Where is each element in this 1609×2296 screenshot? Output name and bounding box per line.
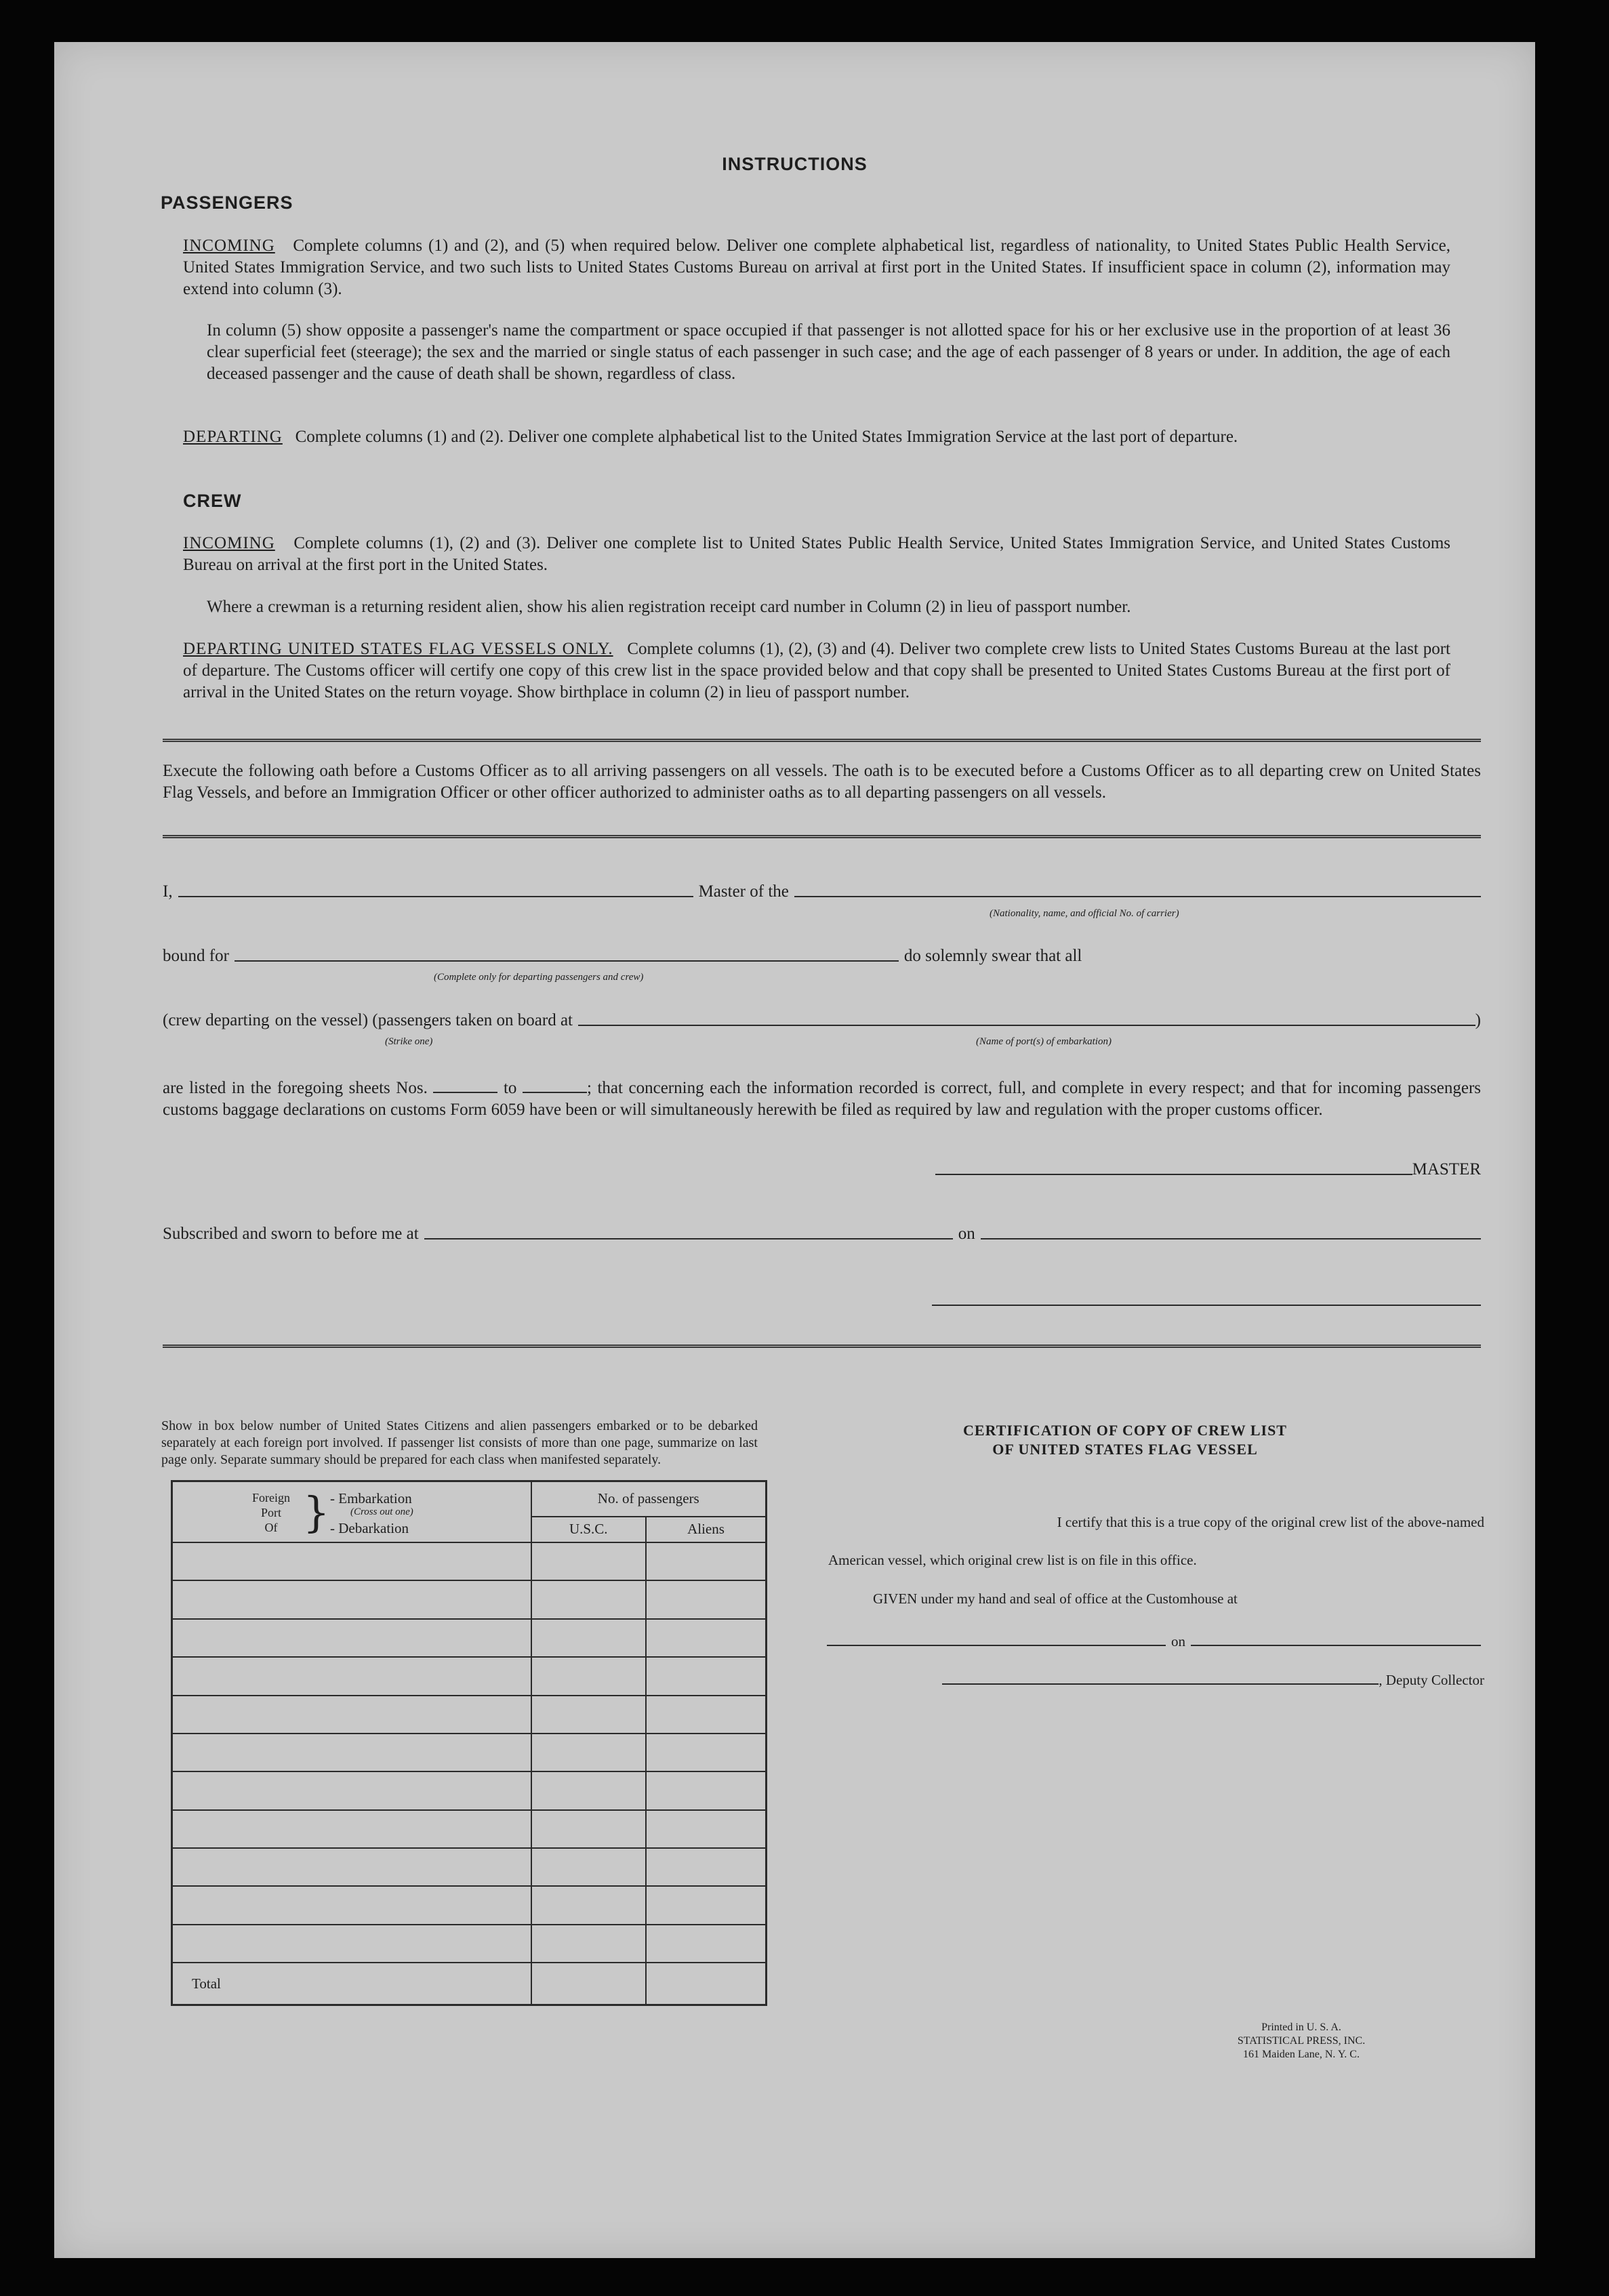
- port-cell[interactable]: [172, 1925, 531, 1963]
- master-signature-row: [935, 1160, 1481, 1179]
- total-aliens-cell[interactable]: [646, 1963, 766, 2005]
- aliens-cell[interactable]: [646, 1771, 766, 1809]
- certification-given: GIVEN under my hand and seal of office at the Customhouse at: [873, 1591, 1238, 1607]
- crew-departing-instruction: [183, 638, 1450, 703]
- port-header-cell: [172, 1481, 531, 1543]
- officer-signature-field[interactable]: [932, 1305, 1481, 1306]
- close-paren: ): [1475, 1011, 1481, 1029]
- table-row: [172, 1542, 767, 1580]
- usc-cell[interactable]: [531, 1657, 647, 1695]
- table-row: [172, 1848, 767, 1886]
- foreign-label: Foreign: [252, 1491, 290, 1504]
- usc-cell[interactable]: [531, 1734, 647, 1771]
- crew-departing-label: DEPARTING UNITED STATES FLAG VESSELS ONLY.: [183, 640, 613, 658]
- master-signature-field[interactable]: [935, 1174, 1412, 1175]
- divider: [163, 739, 1481, 743]
- usc-cell[interactable]: [531, 1886, 647, 1924]
- table-row: [172, 1771, 767, 1809]
- imprint-line2: STATISTICAL PRESS, INC.: [1237, 2035, 1366, 2047]
- port-cell[interactable]: [172, 1657, 531, 1695]
- table-row: [172, 1580, 767, 1618]
- instructions-title: INSTRUCTIONS: [722, 154, 868, 174]
- debarkation-label: - Debarkation: [330, 1520, 409, 1536]
- aliens-cell[interactable]: [646, 1810, 766, 1848]
- bound-for-label: bound for: [163, 947, 229, 965]
- deputy-collector-label: , Deputy Collector: [1379, 1672, 1484, 1688]
- passengers-departing-instruction: [183, 426, 1450, 448]
- usc-cell[interactable]: [531, 1771, 647, 1809]
- crew-incoming-label: INCOMING: [183, 534, 275, 552]
- table-row: [172, 1925, 767, 1963]
- crew-departing-label: (crew departing: [163, 1011, 270, 1029]
- aliens-header: Aliens: [646, 1517, 766, 1542]
- passengers-column5-text: In column (5) show opposite a passenger's name the compartment or space occupied if that passenger is not allotted space for his or her exclusive use in the proportion of at least 36 clear superficial feet (steerage); the sex and the married or single status of each passenger in such case; and the age of each passenger of 8 years or under. In addition, the age of each deceased passenger and the cause of death shall be shown, regardless of class.: [207, 321, 1450, 383]
- certification-place-field[interactable]: [827, 1645, 1166, 1646]
- printer-imprint: [1200, 2021, 1403, 2062]
- port-cell[interactable]: [172, 1734, 531, 1771]
- subscribed-on-label: on: [958, 1225, 975, 1243]
- divider: [163, 835, 1481, 840]
- imprint-line3: 161 Maiden Lane, N. Y. C.: [1243, 2049, 1360, 2060]
- port-cell[interactable]: [172, 1848, 531, 1886]
- embarkation-port-field[interactable]: [578, 1025, 1475, 1026]
- table-row: [172, 1619, 767, 1657]
- listed-paragraph: [163, 1078, 1481, 1121]
- embarkation-row: [163, 1011, 1481, 1030]
- carrier-note: (Nationality, name, and official No. of carrier): [990, 908, 1179, 919]
- crew-incoming-instruction: [183, 533, 1450, 576]
- sworn-date-field[interactable]: [981, 1238, 1481, 1239]
- port-cell[interactable]: [172, 1810, 531, 1848]
- master-of-the-label: Master of the: [698, 882, 789, 901]
- passengers-incoming-text: Complete columns (1) and (2), and (5) when required below. Deliver one complete alphabetical list, regardless of nationality, to United States Public Health Service, United States Immigration Service, and two such lists to United States Customs Bureau on arrival at first port in the United States. If insufficient space in column (2), information may extend into column (3).: [183, 237, 1451, 298]
- certification-on-label: on: [1171, 1633, 1185, 1649]
- port-cell[interactable]: [172, 1542, 531, 1580]
- master-name-field[interactable]: [178, 896, 693, 897]
- document-page: [54, 42, 1535, 2258]
- passengers-incoming-instruction: [183, 235, 1450, 300]
- listed-rest: ; that concerning each the information recorded is correct, full, and complete in every respect; and that for incoming passengers customs baggage declarations on customs Form 6059 have been or will simultaneously herewith be filed as required by law and regulation with the proper customs officer.: [163, 1079, 1481, 1119]
- subscribed-row: [163, 1225, 1481, 1244]
- passenger-summary-table: [171, 1480, 767, 2006]
- imprint-line1: Printed in U. S. A.: [1261, 2022, 1341, 2033]
- oath-intro: Execute the following oath before a Customs Officer as to all arriving passengers on all vessels. The oath is to be executed before a Customs Officer as to all departing crew on United States Flag Vessels, and before an Immigration Officer or other officer authorized to administer oaths as to all departing passengers on all vessels.: [163, 762, 1481, 802]
- carrier-field[interactable]: [794, 896, 1481, 897]
- table-row: [172, 1696, 767, 1734]
- usc-header: U.S.C.: [531, 1517, 647, 1542]
- usc-cell[interactable]: [531, 1810, 647, 1848]
- strike-note: (Strike one): [385, 1036, 433, 1047]
- listed-label: are listed in the foregoing sheets Nos.: [163, 1079, 428, 1097]
- solemnly-swear-label: do solemnly swear that all: [903, 947, 1082, 965]
- crew-alien-text: Where a crewman is a returning resident alien, show his alien registration receipt card number in Column (2) in lieu of passport number.: [207, 598, 1131, 616]
- table-row: [172, 1734, 767, 1771]
- bound-for-row: [163, 947, 1481, 966]
- crew-incoming-text: Complete columns (1), (2) and (3). Deliver one complete list to United States Public Health Service, United States Immigration Service, and United States Customs Bureau on arrival at the first port in the United States.: [183, 534, 1450, 574]
- aliens-cell[interactable]: [646, 1734, 766, 1771]
- aliens-cell[interactable]: [646, 1696, 766, 1734]
- table-row: [172, 1886, 767, 1924]
- aliens-cell[interactable]: [646, 1619, 766, 1657]
- sheet-to-field[interactable]: [523, 1092, 587, 1093]
- cross-out-note: (Cross out one): [350, 1506, 413, 1517]
- port-label: Port: [260, 1506, 281, 1519]
- certification-date-field[interactable]: [1191, 1645, 1481, 1646]
- to-label: to: [503, 1079, 517, 1097]
- crew-departing-text: Complete columns (1), (2), (3) and (4). Deliver two complete crew lists to United States Customs Bureau at the last port of departure. The Customs officer will certify one copy of this crew list in the space provided below and that copy shall be presented to United States Customs Bureau at the first port of arrival in the United States on the return voyage. Show birthplace in column (2) in lieu of passport number.: [183, 640, 1451, 701]
- certification-title: [854, 1421, 1396, 1459]
- port-cell[interactable]: [172, 1886, 531, 1924]
- bound-for-field[interactable]: [235, 960, 899, 962]
- aliens-cell[interactable]: [646, 1542, 766, 1580]
- brace-glyph: }: [303, 1488, 330, 1537]
- usc-cell[interactable]: [531, 1696, 647, 1734]
- aliens-cell[interactable]: [646, 1886, 766, 1924]
- ports-note: (Name of port(s) of embarkation): [976, 1036, 1112, 1047]
- aliens-cell[interactable]: [646, 1580, 766, 1618]
- usc-cell[interactable]: [531, 1925, 647, 1963]
- usc-cell[interactable]: [531, 1848, 647, 1886]
- passengers-heading: PASSENGERS: [161, 192, 293, 213]
- crew-heading: CREW: [183, 491, 242, 511]
- passengers-departing-text: Complete columns (1) and (2). Deliver one complete alphabetical list to the United States Immigration Service at the last port of departure.: [295, 428, 1238, 446]
- of-label: Of: [264, 1521, 278, 1534]
- aliens-cell[interactable]: [646, 1848, 766, 1886]
- usc-cell[interactable]: [531, 1542, 647, 1580]
- i-label: I,: [163, 882, 173, 901]
- total-usc-cell[interactable]: [531, 1963, 647, 2005]
- passengers-departing-label: DEPARTING: [183, 428, 283, 446]
- port-cell[interactable]: [172, 1771, 531, 1809]
- sheet-from-field[interactable]: [433, 1092, 497, 1093]
- aliens-cell[interactable]: [646, 1657, 766, 1695]
- subscribed-label: Subscribed and sworn to before me at: [163, 1225, 419, 1243]
- summary-note: Show in box below number of United States Citizens and alien passengers embarked or to be debarked separately at each foreign port involved. If passenger list consists of more than one page, summarize on last page only. Separate summary should be prepared for each class when manifested separately.: [161, 1418, 758, 1467]
- deputy-row: [942, 1672, 1484, 1689]
- aliens-cell[interactable]: [646, 1925, 766, 1963]
- sworn-place-field[interactable]: [424, 1238, 953, 1239]
- foreign-port-label: [241, 1490, 302, 1535]
- port-cell[interactable]: [172, 1580, 531, 1618]
- master-label: MASTER: [1412, 1160, 1481, 1178]
- port-cell[interactable]: [172, 1696, 531, 1734]
- deputy-signature-field[interactable]: [942, 1683, 1379, 1685]
- table-row: [172, 1810, 767, 1848]
- certification-place-row: [827, 1633, 1481, 1650]
- bound-for-note: (Complete only for departing passengers and crew): [434, 972, 644, 983]
- usc-cell[interactable]: [531, 1580, 647, 1618]
- usc-cell[interactable]: [531, 1619, 647, 1657]
- port-cell[interactable]: [172, 1619, 531, 1657]
- certification-line2: American vessel, which original crew list is on file in this office.: [828, 1552, 1197, 1568]
- master-row: [163, 882, 1481, 901]
- certification-line1: I certify that this is a true copy of the original crew list of the above-named: [1057, 1514, 1484, 1530]
- divider: [163, 1345, 1481, 1349]
- no-of-passengers-header: No. of passengers: [531, 1481, 767, 1517]
- on-vessel-label: on the vessel) (passengers taken on board at: [274, 1011, 573, 1029]
- passengers-incoming-label: INCOMING: [183, 237, 275, 255]
- certification-title-line1: CERTIFICATION OF COPY OF CREW LIST: [963, 1422, 1287, 1439]
- certification-title-line2: OF UNITED STATES FLAG VESSEL: [992, 1441, 1258, 1458]
- table-row: [172, 1657, 767, 1695]
- total-label: Total: [172, 1963, 531, 2005]
- embarkation-label: - Embarkation: [330, 1490, 412, 1506]
